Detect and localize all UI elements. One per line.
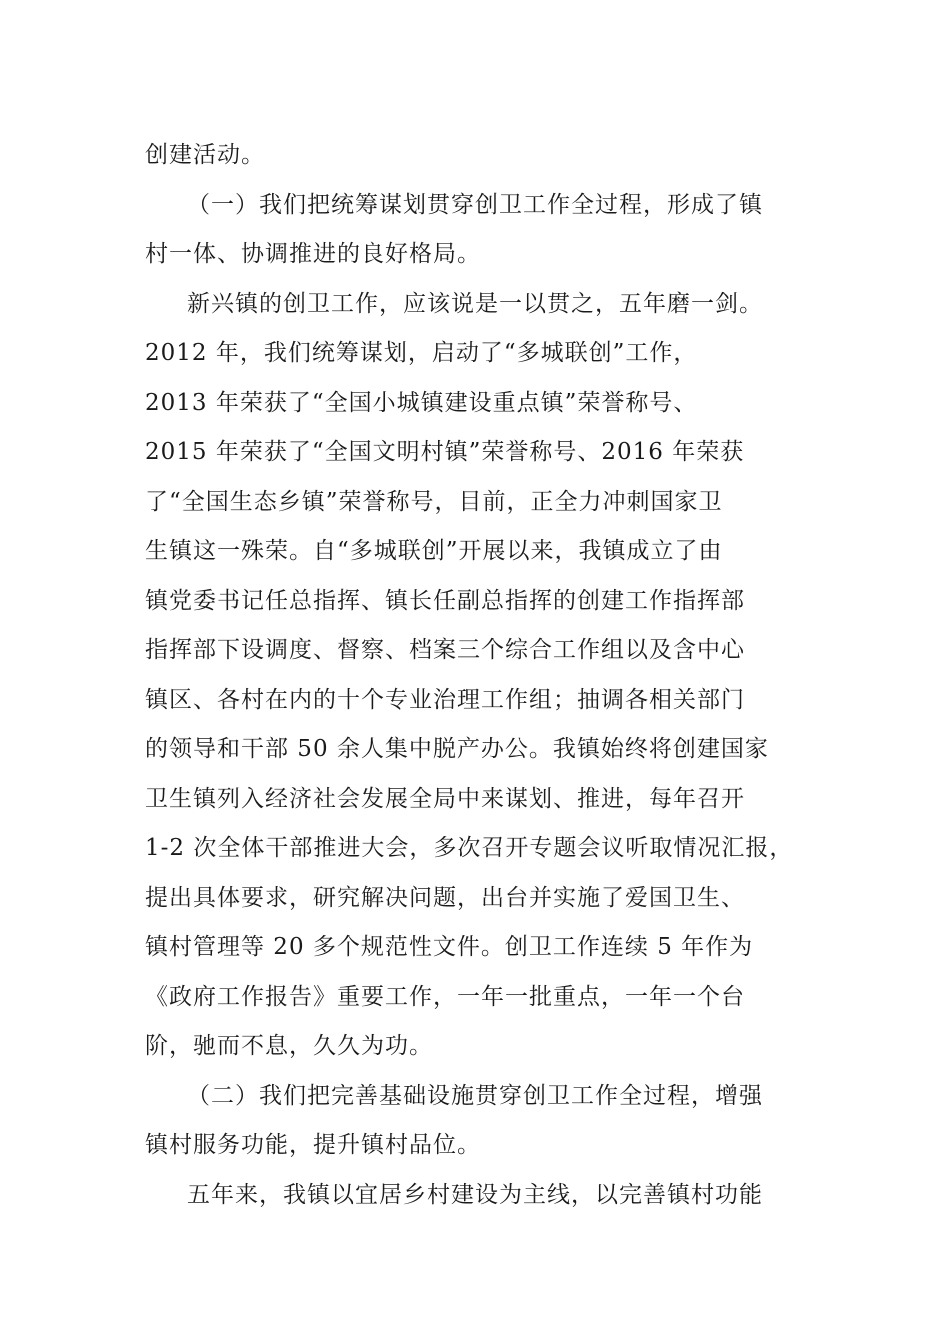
text-line: 创建活动。 (145, 142, 265, 168)
text-line: 镇党委书记任总指挥、镇长任副总指挥的创建工作指挥部 (145, 587, 745, 614)
text-line: 的领导和干部 50 余人集中脱产办公。我镇始终将创建国家 (145, 736, 769, 762)
text-line: 卫生镇列入经济社会发展全局中来谋划、推进，每年召开 (145, 785, 745, 812)
text-line: 指挥部下设调度、督察、档案三个综合工作组以及含中心 (145, 637, 745, 663)
section-heading-1-cont: 村一体、协调推进的良好格局。 (145, 241, 481, 267)
text-line: 镇村管理等 20 多个规范性文件。创卫工作连续 5 年作为 (145, 934, 754, 960)
text-line: 生镇这一殊荣。自“多城联创”开展以来，我镇成立了由 (145, 538, 723, 564)
text-line: 镇区、各村在内的十个专业治理工作组；抽调各相关部门 (145, 686, 745, 713)
paragraph-start: 新兴镇的创卫工作，应该说是一以贯之，五年磨一剑。 (187, 290, 763, 317)
text-line: 阶，驰而不息，久久为功。 (145, 1033, 433, 1059)
text-line: 提出具体要求，研究解决问题，出台并实施了爱国卫生、 (145, 884, 745, 911)
section-heading-2-cont: 镇村服务功能，提升镇村品位。 (145, 1132, 481, 1158)
section-heading-2: （二）我们把完善基础设施贯穿创卫工作全过程，增强 (187, 1082, 763, 1109)
text-line: 了“全国生态乡镇”荣誉称号，目前，正全力冲刺国家卫 (145, 488, 723, 515)
text-line: 1-2 次全体干部推进大会，多次召开专题会议听取情况汇报， (145, 835, 794, 861)
document-body (145, 131, 825, 1220)
text-line: 2013 年荣获了“全国小城镇建设重点镇”荣誉称号、 (145, 389, 698, 416)
text-line: 《政府工作报告》重要工作，一年一批重点，一年一个台 (145, 983, 745, 1010)
text-line: 2012 年，我们统筹谋划，启动了“多城联创”工作， (145, 340, 698, 366)
section-heading-1: （一）我们把统筹谋划贯穿创卫工作全过程，形成了镇 (187, 191, 763, 218)
text-line: 2015 年荣获了“全国文明村镇”荣誉称号、2016 年荣获 (145, 439, 745, 465)
paragraph-start: 五年来，我镇以宜居乡村建设为主线，以完善镇村功能 (187, 1181, 763, 1208)
